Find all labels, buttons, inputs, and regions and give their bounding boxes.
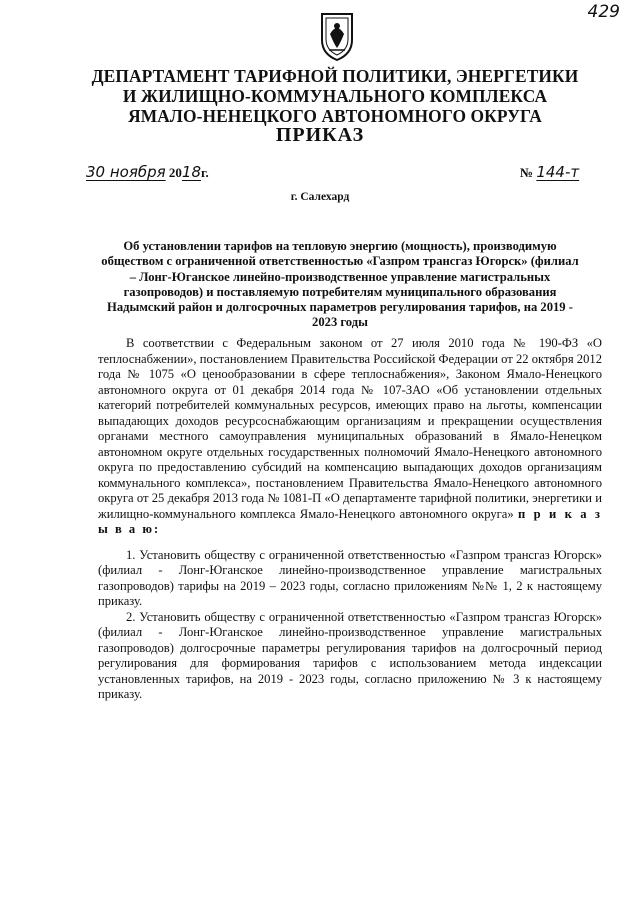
preamble-paragraph [98,336,602,538]
dept-line-3: ЯМАЛО-НЕНЕЦКОГО АВТОНОМНОГО ОКРУГА [128,106,542,126]
page-number: 429 [587,2,620,22]
dept-line-2: И ЖИЛИЩНО-КОММУНАЛЬНОГО КОМПЛЕКСА [122,86,548,106]
number-label: № [520,165,534,180]
preamble-text: В соответствии с Федеральным законом от 27 июля 2010 года № 190-ФЗ «О теплоснабжении», постановлением Правительства Российской Федерации от 22 октября 2012 года № 1075 «О ценообразовании в сфере теплоснабжения», Законом Ямало-Ненецкого автономного округа от 01 декабря 2014 года № 107-ЗАО «Об установлении отдельных категорий потребителей коммунальных ресурсов, имеющих право на льготы, компенсации выпадающих доходов ресурсоснабжающим организациям и прекращении осуществления органами местного самоуправления муниципальных образований в Ямало-Ненецком автономном округе отдельных государственных полномочий Ямало-Ненецкого автономного округа по предоставлению субсидий на компенсацию выпадающих доходов организациям коммунального комплекса», постановлением Правительства Ямало-Ненецкого автономного округа от 25 декабря 2013 года № 1081-П «О департаменте тарифной политики, энергетики и жилищно-коммунального комплекса Ямало-Ненецкого автономного округа» [98,336,602,521]
order-word: п р и к а з ы в а ю: [98,506,602,536]
item-1: 1. Установить обществу с ограниченной ответственностью «Газпром трансгаз Югорск» (филиал - Лонг-Юганское линейно-производственное управление магистральных газопроводов) тарифы на 2019 – 2023 годы, согласно приложениям №№ 1, 2 к настоящему приказу. [98,547,602,608]
department-header [60,66,610,126]
date-suffix: г. [201,165,209,180]
coat-of-arms-emblem [318,10,356,62]
city: г. Салехард [290,191,350,203]
order-date [86,163,209,181]
date-year-hand: 18 [181,163,202,181]
dept-line-1: ДЕПАРТАМЕНТ ТАРИФНОЙ ПОЛИТИКИ, ЭНЕРГЕТИКИ [91,66,579,86]
item-2: 2. Установить обществу с ограниченной ответственностью «Газпром трансгаз Югорск» (филиал - Лонг-Юганское линейно-производственное управление магистральных газопроводов) долгосрочные параметры регулирования тарифов на долгосрочный период регулирования для формирования тарифов с использованием метода индексации установленных тарифов, на 2019 - 2023 годы, согласно приложению № 3 к настоящему приказу. [98,609,602,701]
number-value: 144-т [536,163,580,181]
order-title: Об установлении тарифов на тепловую энергию (мощность), производимую обществом с ограниченной ответственностью «Газпром трансгаз Югорск» (филиал – Лонг-Юганское линейно-производственное управление магистральных газопроводов) и поставляемую потребителям муниципального образования Надымский район и долгосрочных параметров регулирования тарифов, на 2019 - 2023 годы [101,239,579,330]
order-body [98,336,602,703]
date-day-month: 30 ноября [86,163,166,181]
document-type: ПРИКАЗ [275,124,365,146]
date-year-prefix: 20 [168,165,182,180]
order-number [520,163,579,181]
